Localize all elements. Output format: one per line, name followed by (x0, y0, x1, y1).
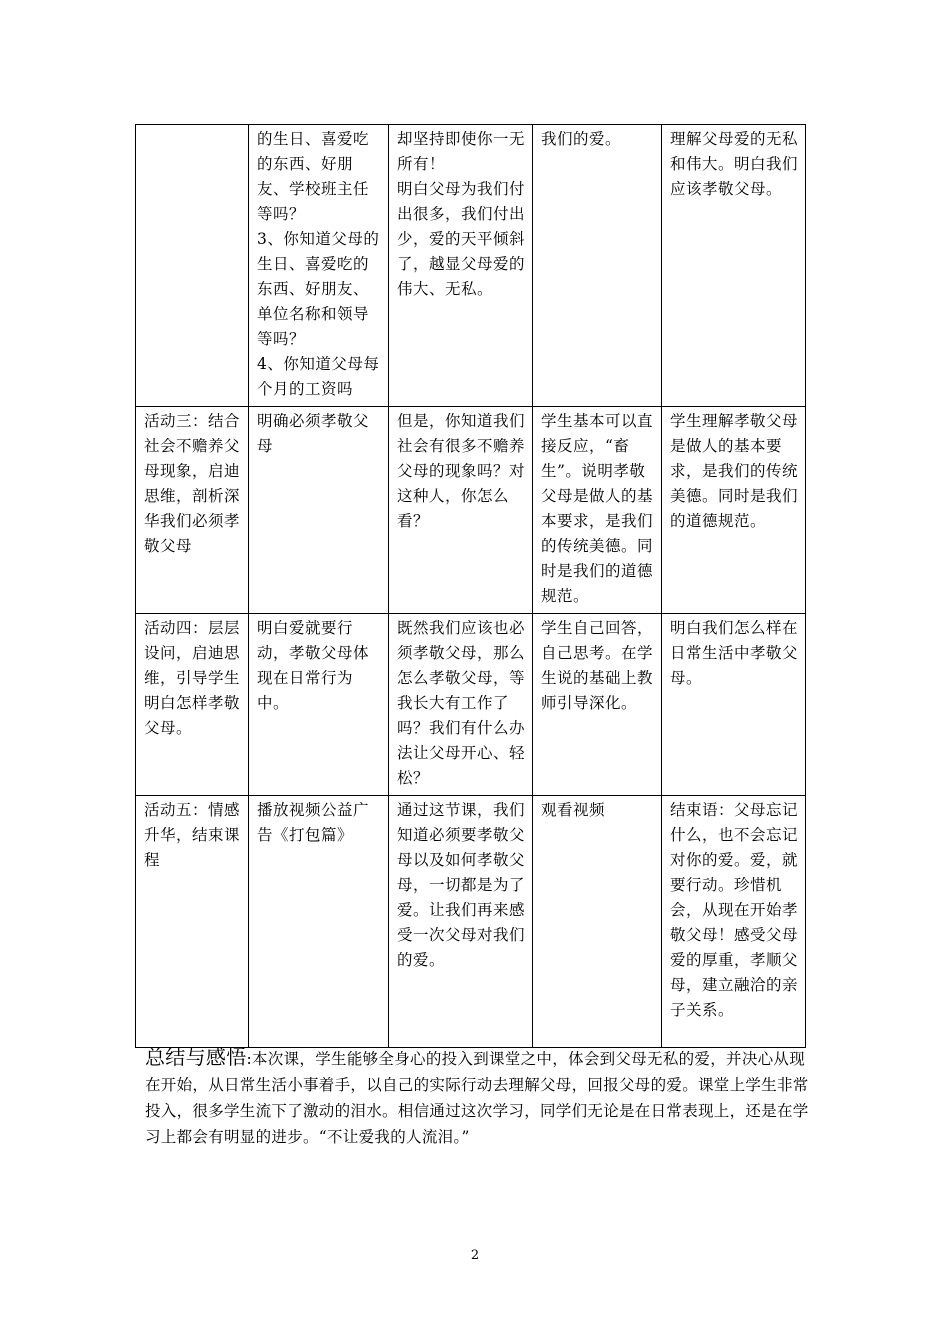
content-cell: 播放视频公益广告《打包篇》 (249, 796, 389, 1048)
activity-cell (136, 125, 249, 407)
teacher-activity-cell: 但是，你知道我们社会有很多不赡养父母的现象吗？对这种人，你怎么看？ (389, 407, 533, 614)
activity-cell: 活动三：结合社会不赡养父母现象，启迪思维，剖析深华我们必须孝敬父母 (136, 407, 249, 614)
content-cell: 明白爱就要行动，孝敬父母体现在日常行为中。 (249, 614, 389, 796)
table-row (136, 125, 806, 407)
student-activity-cell: 我们的爱。 (533, 125, 662, 407)
activity-cell: 活动四：层层设问，启迪思维，引导学生明白怎样孝敬父母。 (136, 614, 249, 796)
teacher-activity-cell: 通过这节课，我们知道必须要孝敬父母以及如何孝敬父母，一切都是为了爱。让我们再来感受一次父母对我们的爱。 (389, 796, 533, 1048)
student-activity-cell: 学生基本可以直接反应，“畜生”。说明孝敬父母是做人的基本要求，是我们的传统美德。同时是我们的道德规范。 (533, 407, 662, 614)
table-row (136, 407, 806, 614)
table-row (136, 614, 806, 796)
goal-cell: 理解父母爱的无私和伟大。明白我们应该孝敬父母。 (662, 125, 806, 407)
student-activity-cell: 观看视频 (533, 796, 662, 1048)
goal-cell: 结束语：父母忘记什么，也不会忘记对你的爱。爱，就要行动。珍惜机会，从现在开始孝敬父母！感受父母爱的厚重，孝顺父母，建立融洽的亲子关系。 (662, 796, 806, 1048)
student-activity-cell: 学生自己回答，自己思考。在学生说的基础上教师引导深化。 (533, 614, 662, 796)
summary-paragraph (145, 1044, 810, 1150)
summary-body: :本次课，学生能够全身心的投入到课堂之中，体会到父母无私的爱，并决心从现在开始，从日常生活小事着手，以自己的实际行动去理解父母，回报父母的爱。课堂上学生非常投入，很多学生流下了激动的泪水。相信通过这次学习，同学们无论是在日常表现上，还是在学习上都会有明显的进步。“不让爱我的人流泪。” (145, 1050, 809, 1146)
content-cell: 明确必须孝敬父母 (249, 407, 389, 614)
summary-heading: 总结与感悟 (145, 1045, 247, 1069)
table-row (136, 796, 806, 1048)
teacher-activity-cell: 却坚持即使你一无所有！ 明白父母为我们付出很多，我们付出少，爱的天平倾斜了，越显父母爱的伟大、无私。 (389, 125, 533, 407)
page-number: 2 (470, 1248, 480, 1263)
content-cell: 的生日、喜爱吃的东西、好朋友、学校班主任等吗？ 3、你知道父母的生日、喜爱吃的东西、好朋友、单位名称和领导等吗？ 4、你知道父母每个月的工资吗 (249, 125, 389, 407)
goal-cell: 学生理解孝敬父母是做人的基本要求，是我们的传统美德。同时是我们的道德规范。 (662, 407, 806, 614)
activity-cell: 活动五：情感升华，结束课程 (136, 796, 249, 1048)
goal-cell: 明白我们怎么样在日常生活中孝敬父母。 (662, 614, 806, 796)
teacher-activity-cell: 既然我们应该也必须孝敬父母，那么怎么孝敬父母，等我长大有工作了吗？我们有什么办法让父母开心、轻松？ (389, 614, 533, 796)
lesson-plan-table (135, 124, 806, 1048)
